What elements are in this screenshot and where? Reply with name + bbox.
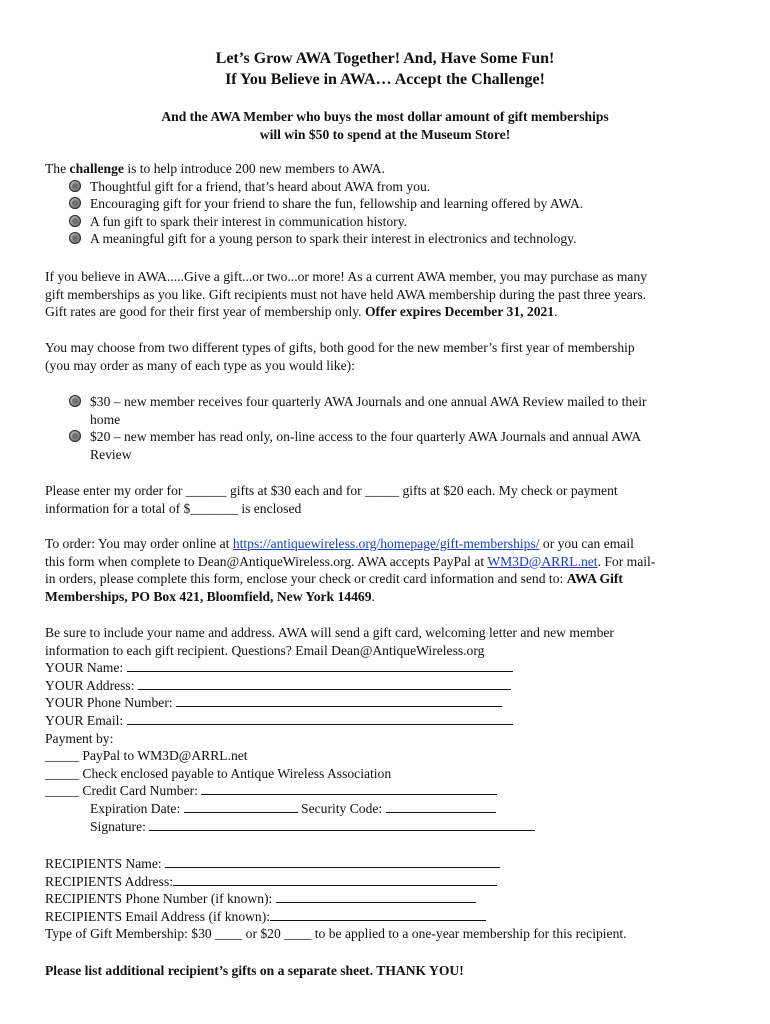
option-text: home	[90, 411, 121, 427]
gift-option	[45, 428, 735, 446]
bullet-icon	[69, 215, 81, 227]
howto-text: . For mail-	[597, 553, 656, 569]
gift-memberships-link[interactable]: https://antiquewireless.org/homepage/gift-memberships/	[232, 536, 540, 551]
field-label: YOUR Email:	[45, 712, 127, 728]
believe-line	[45, 303, 735, 321]
challenge-bullet	[45, 230, 735, 248]
your-intro: information to each gift recipient. Questions? Email Dean@AntiqueWireless.org	[45, 642, 485, 658]
bullet-icon	[69, 197, 81, 209]
offer-expires: Offer expires December 31, 2021	[364, 304, 555, 320]
signature-blank[interactable]	[149, 818, 535, 831]
howto-line	[45, 570, 735, 588]
howto-text: .	[371, 588, 375, 604]
title-line-2: If You Believe in AWA… Accept the Challenge!	[225, 71, 545, 88]
expiration-blank[interactable]	[184, 800, 298, 813]
mailing-address: Memberships, PO Box 421, Bloomfield, New York 14469	[45, 588, 372, 604]
field-label: RECIPIENTS Email Address (if known):	[45, 908, 271, 924]
field-label: Signature:	[90, 818, 150, 834]
bullet-text: Thoughtful gift for a friend, that’s heard about AWA from you.	[90, 178, 431, 194]
recipient-name-field[interactable]	[45, 855, 735, 873]
believe-line: If you believe in AWA.....Give a gift...or two...or more! As a current AWA member, you may purchase as many	[45, 269, 648, 284]
howto-line	[45, 535, 735, 553]
believe-text: .	[554, 304, 558, 320]
name-blank[interactable]	[127, 659, 513, 672]
mailing-address: AWA Gift	[566, 571, 623, 587]
challenge-bullet	[45, 195, 735, 213]
challenge-prefix: The	[45, 161, 70, 176]
choose-line: (you may order as many of each type as you would like):	[45, 357, 355, 373]
bullet-text: Encouraging gift for your friend to share the fun, fellowship and learning offered by AWA.	[90, 196, 584, 212]
choose-paragraph	[45, 339, 735, 374]
subtitle-line-2: will win $50 to spend at the Museum Store!	[259, 127, 511, 142]
order-paragraph	[45, 482, 735, 517]
challenge-bullet	[45, 178, 735, 196]
gift-option-cont	[45, 411, 735, 429]
phone-blank[interactable]	[176, 694, 502, 707]
closing-note: Please list additional recipient’s gifts on a separate sheet. THANK YOU!	[45, 963, 464, 978]
your-address-field[interactable]	[45, 677, 735, 695]
your-email-field[interactable]	[45, 712, 735, 730]
your-info-section	[45, 624, 735, 835]
credit-card-field[interactable]	[45, 782, 735, 800]
option-text: Review	[90, 446, 132, 462]
payment-check-option[interactable]: _____ Check enclosed payable to Antique Wireless Association	[45, 765, 392, 781]
order-line: Please enter my order for ______ gifts at $30 each and for _____ gifts at $20 each. My check or payment	[45, 483, 618, 498]
gift-type-line[interactable]: Type of Gift Membership: $30 ____ or $20 ____ to be applied to a one-year membership for this recipient.	[45, 926, 627, 942]
howto-text: in orders, please complete this form, enclose your check or credit card information and send to:	[45, 571, 567, 587]
field-label: YOUR Name:	[45, 660, 127, 676]
howto-text: or you can email	[539, 536, 634, 551]
recipient-phone-blank[interactable]	[276, 890, 476, 903]
howto-text: To order: You may order online at	[45, 536, 233, 551]
gift-options	[45, 393, 735, 463]
field-label: RECIPIENTS Address:	[45, 873, 174, 889]
bullet-text: A fun gift to spark their interest in communication history.	[90, 213, 408, 229]
title-line-1: Let’s Grow AWA Together! And, Have Some Fun!	[215, 50, 555, 67]
recipients-section	[45, 855, 735, 943]
field-label: _____ Credit Card Number:	[45, 783, 202, 799]
your-phone-field[interactable]	[45, 694, 735, 712]
recipient-email-field[interactable]	[45, 908, 735, 926]
bullet-text: A meaningful gift for a young person to spark their interest in electronics and technology.	[90, 231, 577, 247]
bullet-icon	[69, 395, 81, 407]
field-label: YOUR Phone Number:	[45, 695, 177, 711]
signature-field[interactable]	[45, 818, 735, 836]
field-label: RECIPIENTS Name:	[45, 856, 166, 871]
field-label: Expiration Date:	[90, 800, 184, 816]
recipient-phone-field[interactable]	[45, 890, 735, 908]
choose-line: You may choose from two different types of gifts, both good for the new member’s first year of membership	[45, 340, 635, 355]
paypal-email-link[interactable]: WM3D@ARRL.net	[487, 553, 598, 569]
payment-label: Payment by:	[45, 730, 114, 746]
howto-line	[45, 588, 735, 606]
believe-paragraph	[45, 268, 735, 321]
payment-paypal-option[interactable]: _____ PayPal to WM3D@ARRL.net	[45, 748, 248, 764]
recipient-address-blank[interactable]	[173, 873, 497, 886]
believe-line: gift memberships as you like. Gift recipients must not have held AWA membership during the past three years.	[45, 286, 647, 302]
bullet-icon	[69, 232, 81, 244]
howto-text: this form when complete to Dean@AntiqueWireless.org. AWA accepts PayPal at	[45, 553, 488, 569]
bullet-icon	[69, 180, 81, 192]
believe-text: Gift rates are good for their first year of membership only.	[45, 304, 365, 320]
recipient-address-field[interactable]	[45, 873, 735, 891]
recipient-email-blank[interactable]	[270, 908, 486, 921]
gift-option-cont	[45, 446, 735, 464]
howto-paragraph	[45, 535, 735, 605]
howto-line	[45, 553, 735, 571]
option-text: $30 – new member receives four quarterly AWA Journals and one annual AWA Review mailed to their	[90, 394, 647, 409]
expiration-security-field[interactable]	[45, 800, 735, 818]
subtitle-line-1: And the AWA Member who buys the most dollar amount of gift memberships	[161, 109, 609, 124]
recipient-name-blank[interactable]	[165, 855, 500, 868]
field-label: Security Code:	[297, 800, 386, 816]
address-blank[interactable]	[138, 677, 511, 690]
field-label: YOUR Address:	[45, 677, 138, 693]
field-label: RECIPIENTS Phone Number (if known):	[45, 891, 276, 907]
your-intro: Be sure to include your name and address. AWA will send a gift card, welcoming letter and new member	[45, 625, 614, 640]
challenge-bullet	[45, 213, 735, 231]
challenge-intro	[45, 160, 735, 178]
bullet-icon	[69, 430, 81, 442]
email-blank[interactable]	[127, 712, 513, 725]
challenge-bold: challenge	[69, 161, 124, 176]
option-text: $20 – new member has read only, on-line access to the four quarterly AWA Journals and annual AWA	[90, 429, 642, 445]
gift-option	[45, 393, 735, 411]
security-code-blank[interactable]	[386, 800, 496, 813]
challenge-rest: is to help introduce 200 new members to AWA.	[123, 161, 385, 176]
challenge-section	[45, 160, 735, 248]
order-line: information for a total of $_______ is enclosed	[45, 500, 302, 516]
your-name-field[interactable]	[45, 659, 735, 677]
card-number-blank[interactable]	[201, 782, 497, 795]
